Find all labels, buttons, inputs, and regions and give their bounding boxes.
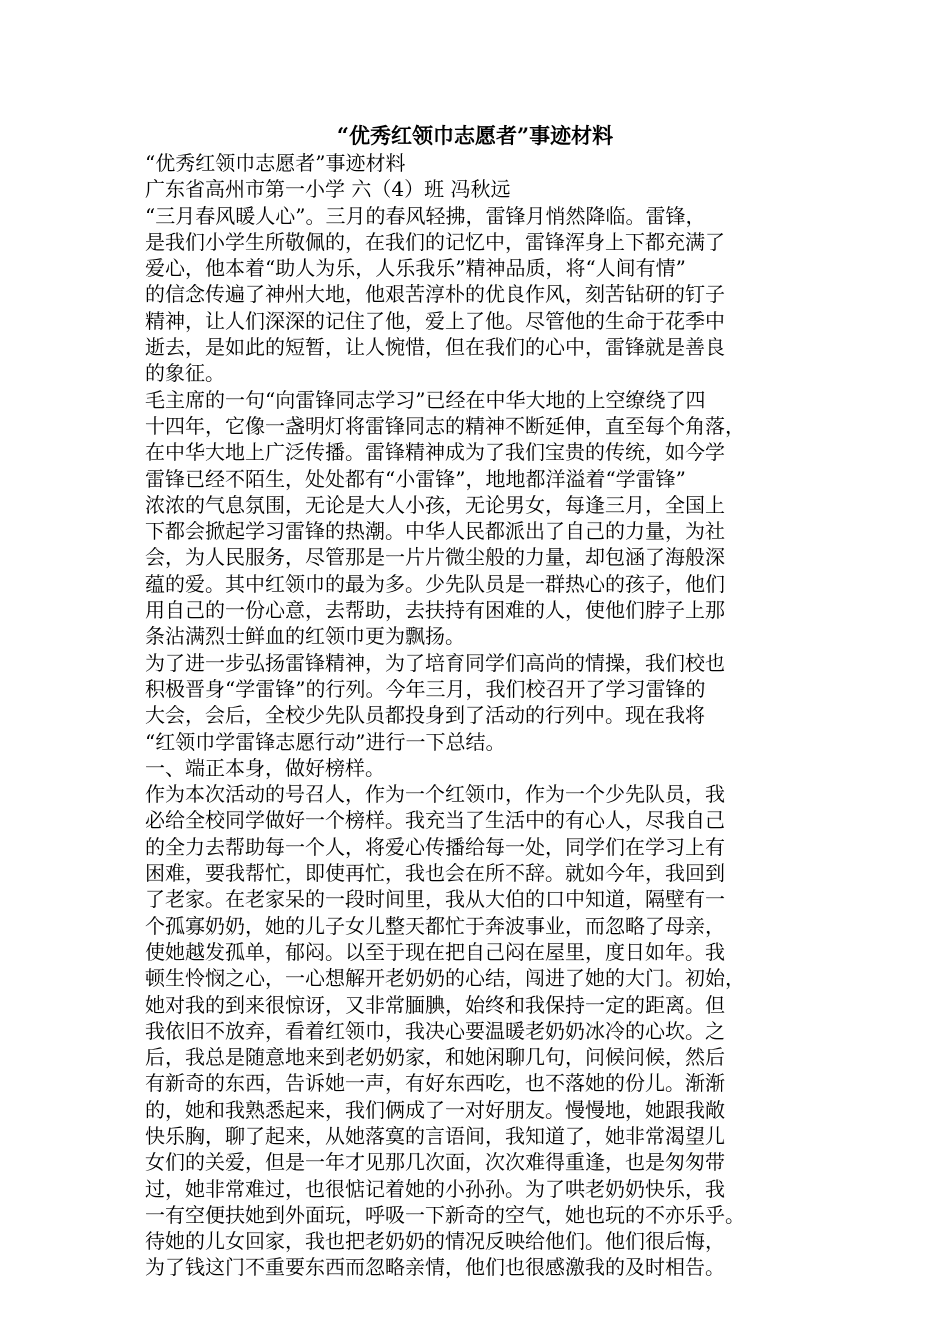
text-line: “三月春风暖人心”。三月的春风轻拂，雷锋月悄然降临。雷锋， — [145, 203, 706, 228]
text-line: 必给全校同学做好一个榜样。我充当了生活中的有心人，尽我自己 — [145, 808, 725, 833]
text-line: 的全力去帮助每一个人，将爱心传播给每一处，同学们在学习上有 — [145, 834, 725, 859]
text-line: 雷锋已经不陌生，处处都有“小雷锋”，地地都洋溢着“学雷锋” — [145, 466, 686, 491]
text-line: 作为本次活动的号召人，作为一个红领巾，作为一个少先队员，我 — [145, 782, 725, 807]
text-line: 精神，让人们深深的记住了他，爱上了他。尽管他的生命于花季中 — [145, 308, 725, 333]
document-title: “优秀红领巾志愿者”事迹材料 — [336, 123, 614, 148]
text-line: “优秀红领巾志愿者”事迹材料 — [145, 151, 406, 175]
text-line: 用自己的一份心意，去帮助，去扶持有困难的人，使他们脖子上那 — [145, 598, 725, 623]
text-line: 了老家。在老家呆的一段时间里，我从大伯的口中知道，隔壁有一 — [145, 887, 725, 912]
text-line: 后，我总是随意地来到老奶奶家，和她闲聊几句，问候问候，然后 — [145, 1045, 725, 1070]
text-line: 会，为人民服务，尽管那是一片片微尘般的力量，却包涵了海般深 — [145, 545, 725, 570]
text-line: 毛主席的一句“向雷锋同志学习”已经在中华大地的上空缭绕了四 — [145, 387, 706, 412]
text-line: 她对我的到来很惊讶，又非常腼腆，始终和我保持一定的距离。但 — [145, 992, 725, 1017]
text-line: 女们的关爱，但是一年才见那几次面，次次难得重逢，也是匆匆带 — [145, 1150, 725, 1175]
text-line: 条沾满烈士鲜血的红领巾更为飘扬。 — [145, 624, 465, 649]
text-line: 下都会掀起学习雷锋的热潮。中华人民都派出了自己的力量，为社 — [145, 519, 725, 544]
text-line: 有新奇的东西，告诉她一声，有好东西吃，也不落她的份儿。渐渐 — [145, 1071, 725, 1096]
text-line: 爱心，他本着“助人为乐，人乐我乐”精神品质，将“人间有情” — [145, 256, 686, 281]
text-line: 的象征。 — [145, 361, 225, 386]
text-line: 蕴的爱。其中红领巾的最为多。少先队员是一群热心的孩子，他们 — [145, 571, 725, 596]
text-line: 的，她和我熟悉起来，我们俩成了一对好朋友。慢慢地，她跟我敞 — [145, 1097, 725, 1122]
text-line: 我依旧不放弃，看着红领巾，我决心要温暖老奶奶冰冷的心坎。之 — [145, 1018, 725, 1043]
text-line: 待她的儿女回家，我也把老奶奶的情况反映给他们。他们很后悔， — [145, 1229, 725, 1254]
text-line: 过，她非常难过，也很惦记着她的小孙孙。为了哄老奶奶快乐，我 — [145, 1176, 725, 1201]
text-line: 使她越发孤单，郁闷。以至于现在把自己闷在屋里，度日如年。我 — [145, 939, 725, 964]
text-line: 困难，要我帮忙，即使再忙，我也会在所不辞。就如今年，我回到 — [145, 861, 725, 886]
text-line: 逝去，是如此的短暂，让人惋惜，但在我们的心中，雷锋就是善良 — [145, 335, 725, 360]
text-line: 十四年，它像一盏明灯将雷锋同志的精神不断延伸，直至每个角落， — [145, 413, 745, 438]
text-line: 的信念传遍了神州大地，他艰苦淳朴的优良作风，刻苦钻研的钉子 — [145, 282, 725, 307]
text-line: 浓浓的气息氛围，无论是大人小孩，无论男女，每逢三月，全国上 — [145, 492, 725, 517]
text-line: 是我们小学生所敬佩的，在我们的记忆中，雷锋浑身上下都充满了 — [145, 229, 725, 254]
text-line: 一有空便扶她到外面玩，呼吸一下新奇的空气，她也玩的不亦乐乎。 — [145, 1202, 745, 1227]
text-line: 为了进一步弘扬雷锋精神，为了培育同学们高尚的情操，我们校也 — [145, 650, 725, 675]
document-body — [145, 150, 810, 1281]
text-line: 广东省高州市第一小学 六（4）班 冯秋远 — [145, 177, 511, 202]
text-line: “红领巾学雷锋志愿行动”进行一下总结。 — [145, 729, 506, 754]
text-line: 快乐胸，聊了起来，从她落寞的言语间，我知道了，她非常渴望儿 — [145, 1123, 725, 1148]
text-line: 顿生怜悯之心，一心想解开老奶奶的心结，闯进了她的大门。初始， — [145, 966, 745, 991]
text-line: 一、端正本身，做好榜样。 — [145, 755, 385, 780]
text-line: 为了钱这门不重要东西而忽略亲情，他们也很感激我的及时相告。 — [145, 1255, 725, 1280]
text-line: 在中华大地上广泛传播。雷锋精神成为了我们宝贵的传统，如今学 — [145, 440, 725, 465]
text-line: 个孤寡奶奶，她的儿子女儿整天都忙于奔波事业，而忽略了母亲， — [145, 913, 725, 938]
text-line: 积极晋身“学雷锋”的行列。今年三月，我们校召开了学习雷锋的 — [145, 676, 706, 701]
text-line: 大会，会后，全校少先队员都投身到了活动的行列中。现在我将 — [145, 703, 705, 728]
